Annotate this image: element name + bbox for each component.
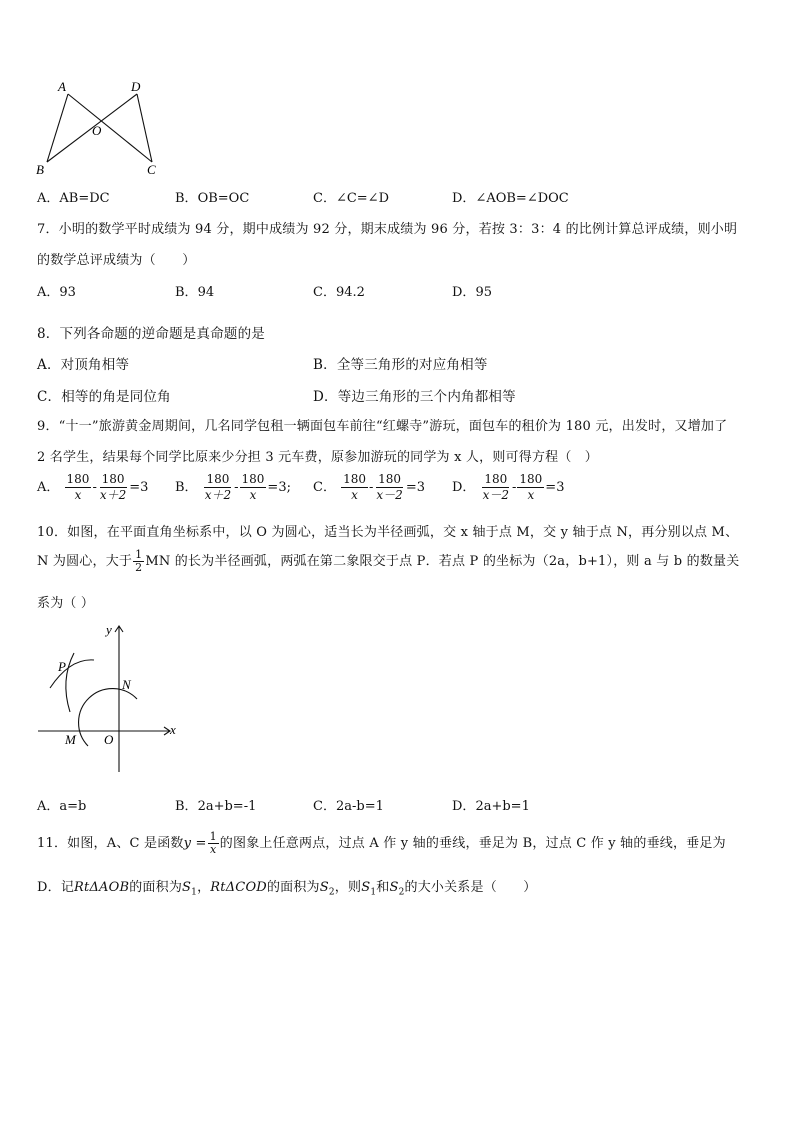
q7-stem-line1: 7．小明的数学平时成绩为 94 分，期中成绩为 92 分，期末成绩为 96 分，若按 3：3：4 的比例计算总评成绩，则小明 (37, 222, 738, 237)
q8-option-c[interactable]: C．相等的角是同位角 (37, 389, 171, 405)
q6-option-d[interactable]: D．∠AOB=∠DOC (452, 191, 569, 206)
label-d: D (131, 79, 141, 94)
q10-option-d[interactable]: D．2a+b=1 (452, 799, 530, 814)
q10-stem-line1: 10．如图，在平面直角坐标系中，以 O 为圆心，适当长为半径画弧，交 x 轴于点 M，交 y 轴于点 N，再分别以点 M、 (37, 525, 739, 540)
q9-stem-line1: 9．“十一”旅游黄金周期间，几名同学包租一辆面包车前往“红螺寺”游玩，面包车的租价为 180 元，出发时，又增加了 (37, 419, 728, 434)
label-b: B (36, 162, 44, 177)
q8-option-d[interactable]: D．等边三角形的三个内角都相等 (313, 389, 516, 405)
segment-ab (47, 94, 68, 162)
fraction: $\frac{180}{x}$ (519, 472, 543, 502)
label-x: x (170, 722, 176, 737)
q6-option-b[interactable]: B．OB=OC (175, 191, 250, 206)
q6-option-c[interactable]: C．∠C=∠D (313, 191, 390, 206)
q9-option-a[interactable]: A． $\frac{180}{x}$ - $\frac{180}{x+2}$ =3 (37, 472, 149, 502)
q9-option-b[interactable]: B． $\frac{180}{x+2}$ - $\frac{180}{x}$ =3; (175, 472, 291, 502)
q10-option-a[interactable]: A．a=b (37, 799, 87, 814)
fraction: $\frac{180}{x+2}$ (204, 472, 232, 502)
q7-option-b[interactable]: B．94 (175, 285, 215, 300)
figure-coordinate-arcs (30, 620, 190, 780)
q11-stem-line2: D．记RtΔAOB的面积为$S_1$，RtΔCOD的面积为$S_2$，则$S_1$和$S_2$的大小关系是（ ） (37, 880, 537, 898)
q7-option-a[interactable]: A．93 (37, 285, 76, 300)
q8-stem: 8．下列各命题的逆命题是真命题的是 (37, 326, 265, 342)
fraction: $\frac{180}{x+2}$ (99, 472, 127, 502)
fraction-one-over-x: $\frac{1}{x}$ (209, 830, 217, 856)
q6-option-a[interactable]: A．AB=DC (37, 191, 110, 206)
label-p: P (58, 659, 66, 674)
q9-option-d[interactable]: D． $\frac{180}{x-2}$ - $\frac{180}{x}$ =3 (452, 472, 565, 502)
q10-option-b[interactable]: B．2a+b=-1 (175, 799, 257, 814)
fraction: $\frac{180}{x}$ (343, 472, 366, 502)
label-y: y (106, 622, 112, 637)
label-n: N (122, 677, 131, 692)
label-a: A (58, 79, 66, 94)
q11-stem-line1: 11．如图，A、C 是函数y = $\frac{1}{x}$ 的图象上任意两点，过点 A 作 y 轴的垂线，垂足为 B，过点 C 作 y 轴的垂线，垂足为 (37, 830, 726, 856)
q7-option-c[interactable]: C．94.2 (313, 285, 365, 300)
arc-from-m (66, 653, 74, 712)
q10-option-c[interactable]: C．2a-b=1 (313, 799, 384, 814)
q10-stem-line2: N 为圆心，大于 $\frac{1}{2}$ MN 的长为半径画弧，两弧在第二象限交于点 P．若点 P 的坐标为（2a，b+1），则 a 与 b 的数量关 (37, 548, 740, 574)
q9-stem-line2: 2 名学生，结果每个同学比原来少分担 3 元车费，原参加游玩的同学为 x 人，则可得方程（ ） (37, 450, 598, 465)
fraction: $\frac{180}{x}$ (66, 472, 90, 502)
q10-stem-line3: 系为（ ） (37, 596, 95, 611)
label-o: O (104, 732, 114, 747)
q7-stem-line2: 的数学总评成绩为（ ） (37, 253, 196, 268)
q8-option-b[interactable]: B．全等三角形的对应角相等 (313, 357, 488, 373)
label-m: M (65, 732, 76, 747)
label-o: O (92, 123, 102, 138)
arc-from-n (50, 660, 94, 688)
q7-option-d[interactable]: D．95 (452, 285, 492, 300)
label-c: C (147, 162, 156, 177)
figure-triangles (30, 76, 170, 180)
q8-option-a[interactable]: A．对顶角相等 (37, 357, 130, 373)
fraction: $\frac{180}{x}$ (241, 472, 265, 502)
fraction-half: $\frac{1}{2}$ (135, 548, 143, 574)
fraction: $\frac{180}{x-2}$ (482, 472, 509, 502)
fraction: $\frac{180}{x-2}$ (376, 472, 403, 502)
q9-option-c[interactable]: C． $\frac{180}{x}$ - $\frac{180}{x-2}$ =3 (313, 472, 425, 502)
